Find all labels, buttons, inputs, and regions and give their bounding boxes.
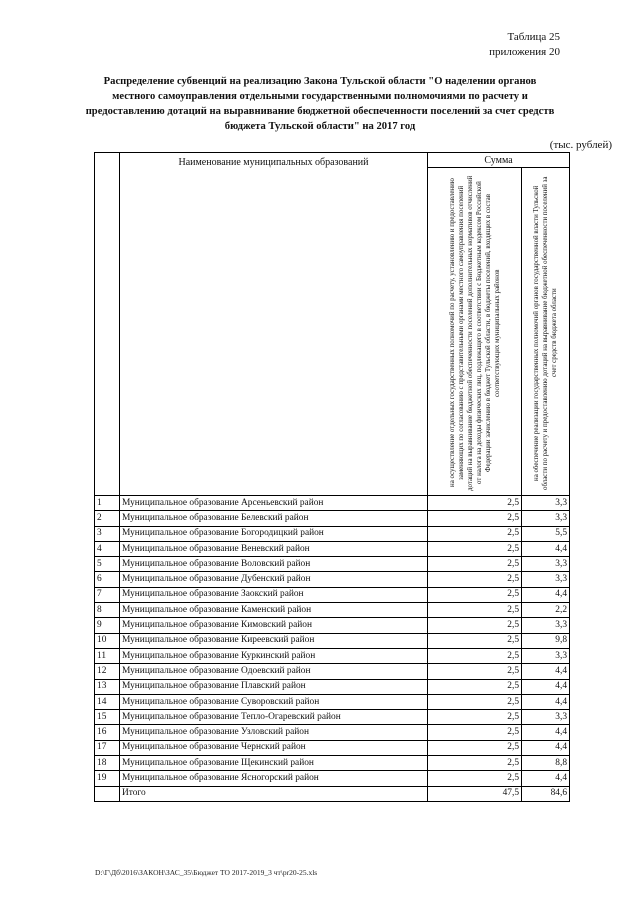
total-number-cell [95, 786, 120, 801]
table-row [95, 740, 570, 755]
value-col2: 2,2 [522, 603, 570, 618]
total-value-2: 84,6 [522, 786, 570, 801]
total-label: Итого [120, 786, 428, 801]
row-number: 12 [95, 664, 120, 679]
value-col1: 2,5 [428, 587, 522, 602]
municipality-name: Муниципальное образование Киреевский район [120, 633, 428, 648]
value-col1: 2,5 [428, 618, 522, 633]
municipality-name: Муниципальное образование Арсеньевский район [120, 496, 428, 511]
municipality-name: Муниципальное образование Плавский район [120, 679, 428, 694]
table-number: Таблица 25 [507, 31, 560, 43]
value-col2: 3,3 [522, 710, 570, 725]
value-col2: 5,5 [522, 526, 570, 541]
value-col1: 2,5 [428, 694, 522, 709]
value-col1: 2,5 [428, 557, 522, 572]
row-number: 14 [95, 694, 120, 709]
document-title: Распределение субвенций на реализацию Закона Тульской области "О наделении органов местного самоуправления отдельными государственными полномочиями по расчету и предоставлению дотаций на выравнивание бюджетной обеспеченности поселений за счет средств бюджета Тульской области" на 2017 год [85, 76, 555, 132]
row-number: 10 [95, 633, 120, 648]
row-number: 4 [95, 541, 120, 556]
table-row [95, 694, 570, 709]
row-number: 17 [95, 740, 120, 755]
value-col1: 2,5 [428, 725, 522, 740]
row-number: 18 [95, 756, 120, 771]
header-col2-cell [522, 168, 570, 496]
table-row [95, 496, 570, 511]
municipality-name: Муниципальное образование Заокский район [120, 587, 428, 602]
subsidy-table [94, 152, 570, 802]
header-col2-text: на обеспечение реализации государственных полномочий органов государственной власти Тульской области по расчету и предоставлению дотаций на выравнивание бюджетной обеспеченности поселений за счет средств бюджета области [533, 176, 558, 490]
value-col2: 3,3 [522, 496, 570, 511]
municipality-name: Муниципальное образование Тепло-Огаревский район [120, 710, 428, 725]
municipality-name: Муниципальное образование Белевский район [120, 511, 428, 526]
value-col2: 3,3 [522, 557, 570, 572]
table-row [95, 679, 570, 694]
value-col2: 4,4 [522, 694, 570, 709]
table-row [95, 526, 570, 541]
value-col2: 4,4 [522, 725, 570, 740]
file-path-footer: D:\Г\Дб\2016\ЗАКОН\ЗАС_35\Бюджет ТО 2017-2019_3 чт\pr20-25.xls [95, 868, 318, 877]
units-label: (тыс. рублей) [549, 139, 612, 151]
table-row [95, 541, 570, 556]
value-col1: 2,5 [428, 526, 522, 541]
value-col2: 4,4 [522, 771, 570, 786]
value-col1: 2,5 [428, 771, 522, 786]
value-col2: 4,4 [522, 664, 570, 679]
header-col1-cell [428, 168, 522, 496]
row-number: 11 [95, 648, 120, 663]
table-row [95, 756, 570, 771]
value-col2: 3,3 [522, 648, 570, 663]
row-number: 3 [95, 526, 120, 541]
value-col1: 2,5 [428, 633, 522, 648]
row-number: 7 [95, 587, 120, 602]
municipality-name: Муниципальное образование Узловский район [120, 725, 428, 740]
value-col1: 2,5 [428, 648, 522, 663]
table-row [95, 603, 570, 618]
municipality-name: Муниципальное образование Щекинский район [120, 756, 428, 771]
table-row [95, 557, 570, 572]
value-col1: 2,5 [428, 603, 522, 618]
value-col1: 2,5 [428, 572, 522, 587]
value-col1: 2,5 [428, 511, 522, 526]
table-row [95, 664, 570, 679]
table-row [95, 572, 570, 587]
value-col1: 2,5 [428, 496, 522, 511]
value-col2: 3,3 [522, 511, 570, 526]
row-number: 19 [95, 771, 120, 786]
value-col2: 8,8 [522, 756, 570, 771]
table-row [95, 648, 570, 663]
header-col1-text: на осуществление отдельных государственных полномочий по расчету, установлению и предоставлению заменяющих по согласованию с представительными органами местного самоуправления поселений дотаций на выравнивание бюджетной обеспеченности поселений дополнительных нормативов отчислений от налога на доходы физических лиц, подлежащего в соответствии с Бюджетным кодексом Российской Федерации зачислению в бюджет Тульской области, в бюджеты поселений, входящих в состав соответствующих муниципальных районов [448, 175, 501, 491]
municipality-name: Муниципальное образование Суворовский район [120, 694, 428, 709]
value-col2: 9,8 [522, 633, 570, 648]
municipality-name: Муниципальное образование Чернский район [120, 740, 428, 755]
row-number: 9 [95, 618, 120, 633]
table-row [95, 725, 570, 740]
row-number: 13 [95, 679, 120, 694]
total-row [95, 786, 570, 801]
value-col2: 4,4 [522, 740, 570, 755]
value-col1: 2,5 [428, 756, 522, 771]
row-number: 8 [95, 603, 120, 618]
table-row [95, 633, 570, 648]
municipality-name: Муниципальное образование Воловский район [120, 557, 428, 572]
table-row [95, 710, 570, 725]
row-number: 1 [95, 496, 120, 511]
value-col2: 4,4 [522, 541, 570, 556]
value-col2: 4,4 [522, 587, 570, 602]
row-number: 6 [95, 572, 120, 587]
value-col1: 2,5 [428, 679, 522, 694]
value-col1: 2,5 [428, 740, 522, 755]
municipality-name: Муниципальное образование Богородицкий район [120, 526, 428, 541]
municipality-name: Муниципальное образование Кимовский район [120, 618, 428, 633]
header-sum-cell: Сумма [428, 153, 570, 168]
value-col2: 3,3 [522, 572, 570, 587]
header-number-cell [95, 153, 120, 496]
municipality-name: Муниципальное образование Куркинский район [120, 648, 428, 663]
value-col1: 2,5 [428, 541, 522, 556]
total-value-1: 47,5 [428, 786, 522, 801]
row-number: 5 [95, 557, 120, 572]
row-number: 16 [95, 725, 120, 740]
row-number: 15 [95, 710, 120, 725]
municipality-name: Муниципальное образование Веневский район [120, 541, 428, 556]
municipality-name: Муниципальное образование Ясногорский район [120, 771, 428, 786]
table-row [95, 618, 570, 633]
table-row [95, 771, 570, 786]
value-col2: 3,3 [522, 618, 570, 633]
value-col1: 2,5 [428, 710, 522, 725]
municipality-name: Муниципальное образование Дубенский район [120, 572, 428, 587]
value-col2: 4,4 [522, 679, 570, 694]
table-row [95, 511, 570, 526]
value-col1: 2,5 [428, 664, 522, 679]
municipality-name: Муниципальное образование Каменский район [120, 603, 428, 618]
table-row [95, 587, 570, 602]
row-number: 2 [95, 511, 120, 526]
appendix-number: приложения 20 [489, 46, 560, 58]
municipality-name: Муниципальное образование Одоевский район [120, 664, 428, 679]
header-name-cell: Наименование муниципальных образований [120, 153, 428, 496]
